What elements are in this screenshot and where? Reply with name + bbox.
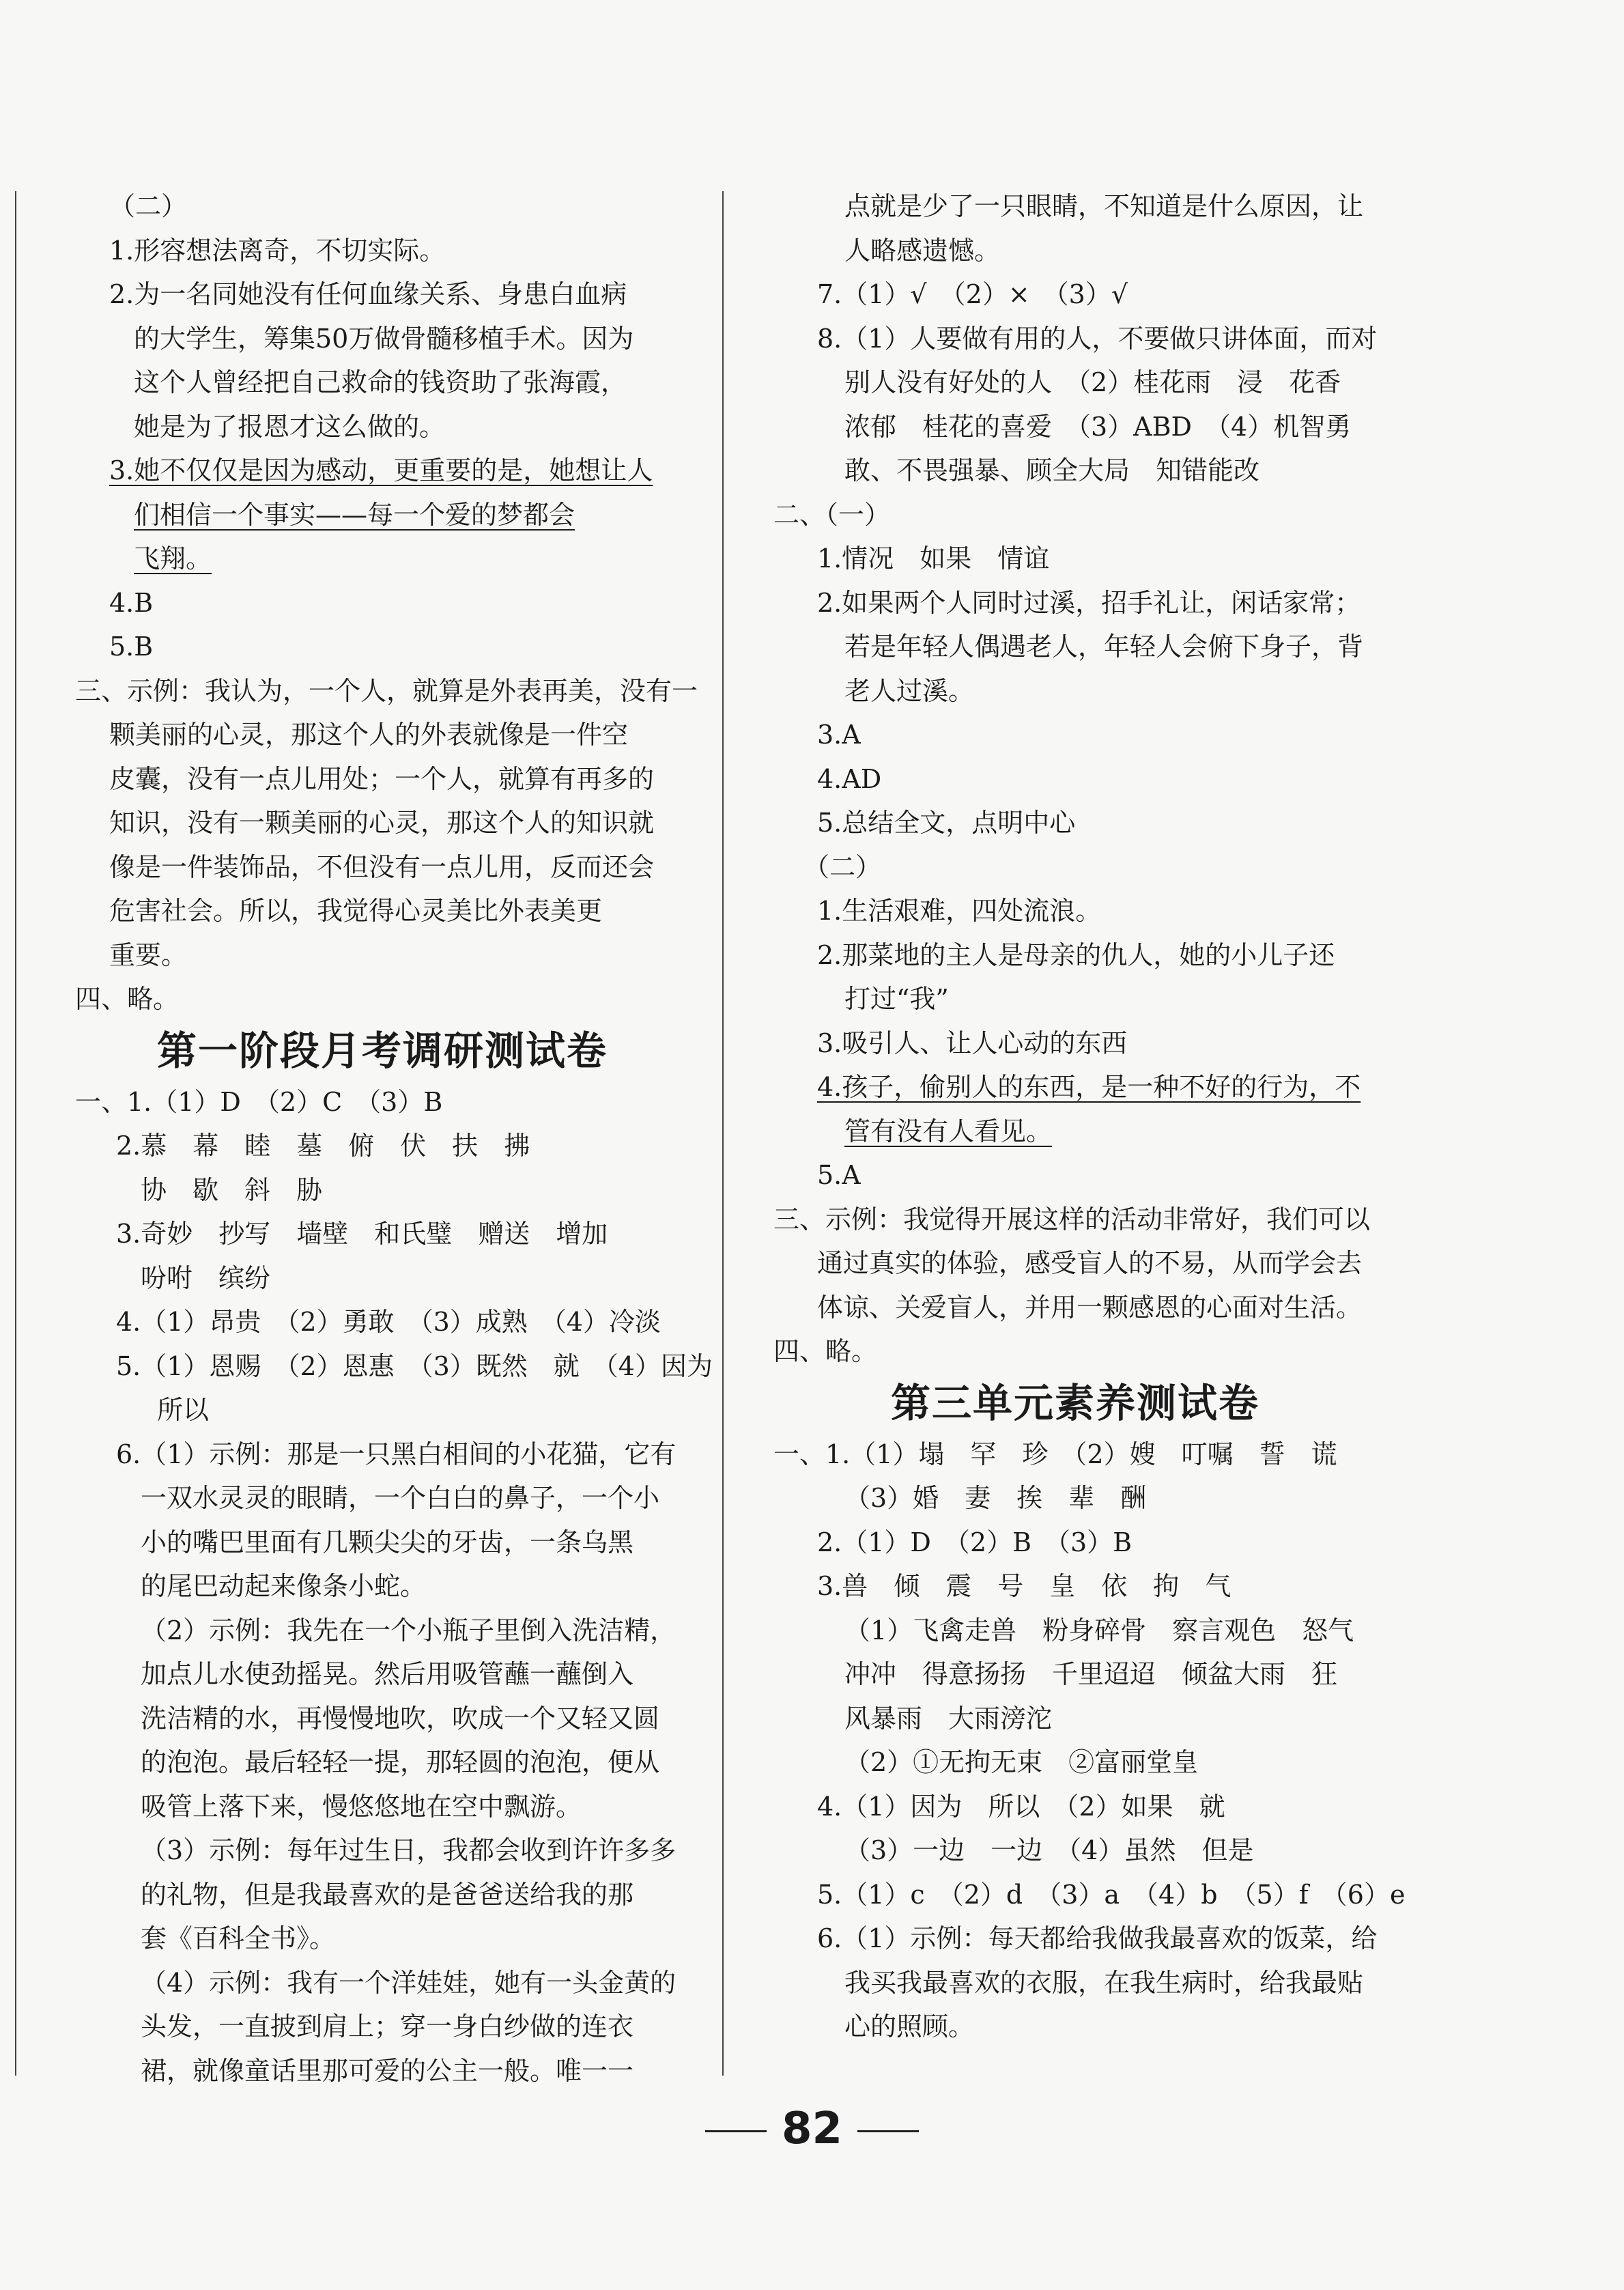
answer-line: 一、1.（1）塌 罕 珍 （2）嫂 叮嘱 誓 谎	[773, 1439, 1337, 1469]
answer-line: 套《百科全书》。	[141, 1923, 336, 1953]
answer-line: 小的嘴巴里面有几颗尖尖的牙齿，一条乌黑	[141, 1527, 634, 1557]
footer-rule-left	[705, 2130, 767, 2132]
answer-line: 像是一件装饰品，不但没有一点儿用，反而还会	[109, 851, 655, 882]
answer-line: 加点儿水使劲摇晃。然后用吸管蘸一蘸倒入	[141, 1659, 634, 1689]
column-divider	[722, 191, 724, 2076]
right-column	[761, 184, 1406, 2049]
answer-line: 她是为了报恩才这么做的。	[134, 411, 446, 442]
answer-line: 重要。	[109, 939, 188, 970]
answer-line: 的礼物，但是我最喜欢的是爸爸送给我的那	[141, 1879, 634, 1910]
underlined-answer: 3.她不仅仅是因为感动，更重要的是，她想让人	[109, 455, 653, 485]
answer-line: 6.（1）示例：每天都给我做我最喜欢的饭菜，给	[817, 1923, 1378, 1953]
answer-line: 风暴雨 大雨滂沱	[844, 1703, 1053, 1734]
answer-line: 别人没有好处的人 （2）桂花雨 浸 花香	[844, 367, 1341, 397]
answer-line: 吩咐 缤纷	[141, 1262, 271, 1293]
answer-line: （3）示例：每年过生日，我都会收到许许多多	[141, 1835, 676, 1865]
section-label: 二、（一）	[773, 499, 891, 530]
answer-line: 危害社会。所以，我觉得心灵美比外表美更	[109, 896, 603, 926]
answer-line: 5.A	[817, 1160, 861, 1190]
answer-line: 老人过溪。	[844, 675, 975, 706]
section-title: 第一阶段月考调研测试卷	[156, 1027, 608, 1074]
answer-line: 所以	[157, 1395, 210, 1425]
answer-line: 敢、不畏强暴、顾全大局 知错能改	[844, 455, 1260, 485]
section-label: （二）	[803, 851, 882, 882]
answer-line: （3）一边 一边 （4）虽然 但是	[844, 1835, 1254, 1865]
answer-line	[75, 537, 689, 581]
answer-line: 我买我最喜欢的衣服，在我生病时，给我最贴	[844, 1967, 1364, 1998]
answer-line: 5.（1）恩赐 （2）恩惠 （3）既然 就 （4）因为	[116, 1351, 713, 1381]
answer-line: 6.（1）示例：那是一只黑白相间的小花猫，它有	[116, 1439, 676, 1469]
answer-line: 浓郁 桂花的喜爱 （3）ABD （4）机智勇	[844, 411, 1352, 442]
answer-line: 洗洁精的水，再慢慢地吹，吹成一个又轻又圆	[141, 1703, 660, 1734]
answer-line: 裙，就像童话里那可爱的公主一般。唯一一	[141, 2055, 634, 2086]
answer-line: 皮囊，没有一点儿用处；一个人，就算有再多的	[109, 763, 655, 794]
answer-line: 人略感遗憾。	[844, 235, 1001, 266]
answer-line: 2.那菜地的主人是母亲的仇人，她的小儿子还	[817, 939, 1335, 970]
answer-line: （1）飞禽走兽 粉身碎骨 察言观色 怒气	[844, 1615, 1354, 1645]
answer-line: 这个人曾经把自己救命的钱资助了张海霞，	[134, 367, 627, 397]
answer-line	[761, 1109, 1389, 1154]
left-column	[75, 184, 713, 2093]
answer-line: 1.情况 如果 情谊	[817, 543, 1050, 574]
answer-line: 3.吸引人、让人心动的东西	[817, 1028, 1128, 1058]
answer-line: 三、示例：我认为，一个人，就算是外表再美，没有一	[75, 675, 698, 706]
answer-line	[75, 493, 689, 537]
underlined-answer: 们相信一个事实——每一个爱的梦都会	[134, 499, 575, 530]
section-title: 第三单元素养测试卷	[890, 1379, 1259, 1426]
answer-line: 3.A	[817, 720, 861, 750]
answer-line: （4）示例：我有一个洋娃娃，她有一头金黄的	[141, 1967, 676, 1998]
answer-line: 三、示例：我觉得开展这样的活动非常好，我们可以	[773, 1204, 1371, 1234]
answer-line: 5.B	[109, 632, 154, 662]
answer-line: 吸管上落下来，慢悠悠地在空中飘游。	[141, 1791, 582, 1822]
answer-line: 7.（1）√ （2）× （3）√	[817, 279, 1128, 309]
page-footer	[0, 2102, 1624, 2156]
answer-line: 3.奇妙 抄写 墙壁 和氏璧 赠送 增加	[116, 1219, 608, 1249]
answer-line: 头发，一直披到肩上；穿一身白纱做的连衣	[141, 2011, 634, 2041]
answer-line: 2.为一名同她没有任何血缘关系、身患白血病	[109, 279, 627, 309]
answer-line	[75, 449, 689, 493]
answer-line: 的泡泡。最后轻轻一提，那轻圆的泡泡，便从	[141, 1747, 660, 1777]
answer-line: 4.B	[109, 587, 154, 618]
footer-rule-right	[857, 2130, 919, 2132]
answer-line: 4.（1）因为 所以 （2）如果 就	[817, 1791, 1225, 1822]
answer-line: 5.总结全文，点明中心	[817, 808, 1076, 838]
underlined-answer: 管有没有人看见。	[844, 1116, 1053, 1146]
answer-line: （3）婚 妻 挨 辈 酬	[844, 1483, 1147, 1513]
answer-line: 2.慕 幕 睦 墓 俯 伏 扶 拂	[116, 1131, 530, 1161]
answer-line: 协 歇 斜 胁	[141, 1174, 323, 1205]
answer-line: （2）①无拘无束 ②富丽堂皇	[844, 1747, 1199, 1777]
answer-line: 通过真实的体验，感受盲人的不易，从而学会去	[817, 1248, 1363, 1278]
answer-line: 1.生活艰难，四处流浪。	[817, 896, 1102, 926]
answer-line: 四、略。	[75, 984, 180, 1014]
answer-line: 8.（1）人要做有用的人，不要做只讲体面，而对	[817, 323, 1378, 354]
answer-line: 5.（1）c （2）d （3）a （4）b （5）f （6）e	[817, 1879, 1406, 1910]
left-margin-rule	[15, 191, 16, 2076]
answer-line	[761, 1065, 1389, 1109]
answer-line: 打过“我”	[844, 984, 949, 1014]
section-label: （二）	[109, 191, 188, 221]
answer-line: 3.兽 倾 震 号 皇 依 拘 气	[817, 1571, 1231, 1601]
answer-line: 一双水灵灵的眼睛，一个白白的鼻子，一个小	[141, 1483, 660, 1513]
answer-line: 知识，没有一颗美丽的心灵，那这个人的知识就	[109, 808, 655, 838]
answer-line: 的尾巴动起来像条小蛇。	[141, 1571, 427, 1601]
answer-line: 2.（1）D （2）B （3）B	[817, 1527, 1132, 1557]
answer-line: 2.如果两个人同时过溪，招手礼让，闲话家常；	[817, 587, 1361, 618]
answer-line: 四、略。	[773, 1336, 878, 1366]
answer-line: 心的照顾。	[844, 2011, 975, 2041]
page-number: 82	[781, 2104, 843, 2154]
answer-line: 体谅、关爱盲人，并用一颗感恩的心面对生活。	[817, 1292, 1363, 1323]
answer-line: 的大学生，筹集50万做骨髓移植手术。因为	[134, 323, 634, 354]
answer-line: 点就是少了一只眼睛，不知道是什么原因，让	[844, 191, 1364, 221]
answer-line: 4.（1）昂贵 （2）勇敢 （3）成熟 （4）冷淡	[116, 1307, 661, 1337]
answer-line: 一、1.（1）D （2）C （3）B	[75, 1086, 443, 1117]
answer-line: 若是年轻人偶遇老人，年轻人会俯下身子，背	[844, 632, 1364, 662]
answer-line: （2）示例：我先在一个小瓶子里倒入洗洁精，	[141, 1615, 676, 1645]
answer-line: 冲冲 得意扬扬 千里迢迢 倾盆大雨 狂	[844, 1659, 1338, 1689]
underlined-answer: 飞翔。	[134, 543, 212, 574]
answer-line: 1.形容想法离奇，不切实际。	[109, 235, 446, 266]
underlined-answer: 4.孩子，偷别人的东西，是一种不好的行为，不	[817, 1072, 1361, 1102]
answer-line: 4.AD	[817, 763, 882, 794]
answer-line: 颗美丽的心灵，那这个人的外表就像是一件空	[109, 720, 629, 750]
